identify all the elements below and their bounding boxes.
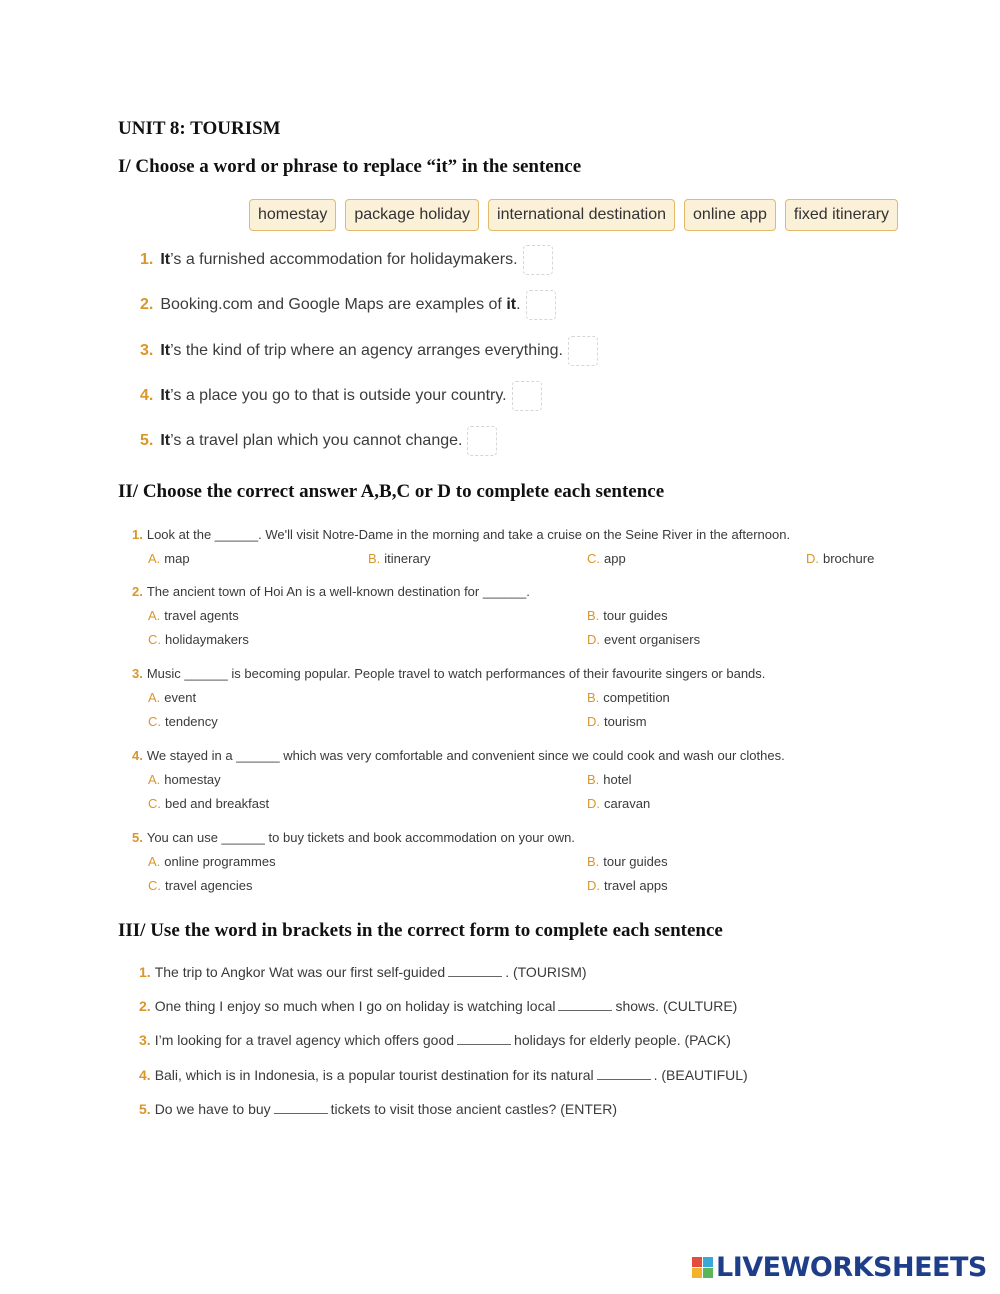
option-letter: D.: [587, 632, 600, 647]
option-letter: C.: [148, 714, 161, 729]
liveworksheets-logo: [692, 1252, 987, 1283]
option-a[interactable]: [148, 690, 196, 705]
option-a[interactable]: [148, 854, 276, 869]
question-number: 5.: [140, 432, 154, 449]
option-text: online programmes: [164, 854, 276, 869]
option-letter: C.: [587, 551, 600, 566]
page-title: UNIT 8: TOURISM: [118, 118, 281, 139]
question-number: 3.: [132, 666, 143, 681]
question-text-post: .: [516, 296, 521, 313]
question-text-post: . (BEAUTIFUL): [653, 1067, 748, 1083]
question-text-post: ’s a furnished accommodation for holidaymakers.: [170, 251, 518, 268]
option-a[interactable]: [148, 772, 221, 787]
drop-zone[interactable]: [523, 245, 553, 275]
option-text: travel agents: [164, 608, 239, 623]
logo-text: LIVEWORKSHEETS: [716, 1252, 987, 1283]
option-letter: C.: [148, 796, 161, 811]
word-chip-online-app[interactable]: online app: [684, 199, 776, 231]
word-chip-package-holiday[interactable]: package holiday: [345, 199, 479, 231]
option-text: event organisers: [604, 632, 701, 647]
question-number: 1.: [140, 251, 154, 268]
option-text: travel apps: [604, 878, 668, 893]
section-3-heading: III/ Use the word in brackets in the correct form to complete each sentence: [118, 920, 723, 941]
question-text-post: ’s the kind of trip where an agency arranges everything.: [170, 342, 563, 359]
answer-blank[interactable]: [558, 998, 612, 1011]
option-letter: C.: [148, 632, 161, 647]
question-text-pre: Do we have to buy: [154, 1101, 271, 1117]
option-letter: A.: [148, 854, 161, 869]
option-b[interactable]: [587, 690, 670, 705]
option-letter: D.: [587, 878, 600, 893]
option-d[interactable]: [587, 878, 668, 893]
question-number: 3.: [139, 1032, 151, 1048]
s2-question-2: [132, 584, 530, 599]
drop-zone[interactable]: [512, 381, 542, 411]
option-text: tour guides: [603, 608, 668, 623]
option-text: tourism: [604, 714, 647, 729]
option-d[interactable]: [806, 551, 874, 566]
drop-zone[interactable]: [526, 290, 556, 320]
question-number: 3.: [140, 342, 154, 359]
option-letter: B.: [587, 772, 600, 787]
question-text-pre: I’m looking for a travel agency which offers good: [154, 1032, 455, 1048]
question-text-post: tickets to visit those ancient castles? (ENTER): [330, 1101, 617, 1117]
option-text: bed and breakfast: [165, 796, 270, 811]
option-d[interactable]: [587, 632, 700, 647]
s1-question-2: [140, 289, 556, 321]
option-letter: B.: [587, 690, 600, 705]
question-number: 1.: [132, 527, 143, 542]
question-text-pre: One thing I enjoy so much when I go on holiday is watching local: [154, 998, 556, 1014]
option-a[interactable]: [148, 551, 190, 566]
question-number: 2.: [132, 584, 143, 599]
question-keyword: it: [506, 296, 517, 313]
word-chip-homestay[interactable]: homestay: [249, 199, 336, 231]
option-letter: B.: [368, 551, 381, 566]
section-2-heading: II/ Choose the correct answer A,B,C or D to complete each sentence: [118, 481, 665, 502]
option-text: tour guides: [603, 854, 668, 869]
option-letter: B.: [587, 608, 600, 623]
s1-question-1: [140, 244, 553, 276]
option-letter: D.: [587, 714, 600, 729]
option-text: homestay: [164, 772, 221, 787]
s3-question-3: [139, 1032, 731, 1048]
option-letter: A.: [148, 551, 161, 566]
s3-question-2: [139, 998, 737, 1014]
word-chip-fixed-itinerary[interactable]: fixed itinerary: [785, 199, 898, 231]
s1-question-3: [140, 335, 598, 367]
option-text: app: [604, 551, 626, 566]
question-text: We stayed in a ______ which was very comfortable and convenient since we could cook and wash our clothes.: [146, 748, 785, 763]
question-number: 2.: [139, 998, 151, 1014]
s3-question-4: [139, 1067, 748, 1083]
option-letter: A.: [148, 772, 161, 787]
option-letter: A.: [148, 608, 161, 623]
question-text-post: ’s a travel plan which you cannot change.: [170, 432, 463, 449]
question-number: 4.: [132, 748, 143, 763]
question-number: 2.: [140, 296, 154, 313]
question-text: The ancient town of Hoi An is a well-known destination for ______.: [146, 584, 530, 599]
question-text-pre: Bali, which is in Indonesia, is a popular tourist destination for its natural: [154, 1067, 594, 1083]
question-number: 5.: [139, 1101, 151, 1117]
option-c[interactable]: [148, 796, 269, 811]
s2-question-5: [132, 830, 575, 845]
option-b[interactable]: [587, 608, 668, 623]
question-keyword: It: [160, 387, 171, 404]
option-text: holidaymakers: [165, 632, 249, 647]
question-text-pre: Booking.com and Google Maps are examples of: [160, 296, 507, 313]
question-text-post: . (TOURISM): [505, 964, 587, 980]
option-d[interactable]: [587, 714, 647, 729]
question-text-pre: The trip to Angkor Wat was our first self-guided: [154, 964, 446, 980]
option-b[interactable]: [587, 772, 632, 787]
s1-question-5: [140, 425, 497, 457]
option-text: map: [164, 551, 190, 566]
question-keyword: It: [160, 251, 171, 268]
option-c[interactable]: [148, 714, 218, 729]
option-letter: B.: [587, 854, 600, 869]
question-keyword: It: [160, 432, 171, 449]
question-text-post: shows. (CULTURE): [615, 998, 738, 1014]
question-number: 4.: [139, 1067, 151, 1083]
s2-question-1: [132, 527, 790, 542]
option-a[interactable]: [148, 608, 239, 623]
option-text: brochure: [823, 551, 875, 566]
s2-question-3: [132, 666, 765, 681]
option-text: itinerary: [384, 551, 431, 566]
answer-blank[interactable]: [274, 1101, 328, 1114]
s3-question-5: [139, 1101, 617, 1117]
option-text: tendency: [165, 714, 218, 729]
option-c[interactable]: [148, 632, 249, 647]
answer-blank[interactable]: [457, 1032, 511, 1045]
drop-zone[interactable]: [467, 426, 497, 456]
option-text: event: [164, 690, 197, 705]
question-number: 5.: [132, 830, 143, 845]
option-text: hotel: [603, 772, 632, 787]
option-c[interactable]: [148, 878, 252, 893]
option-letter: C.: [148, 878, 161, 893]
option-text: competition: [603, 690, 670, 705]
option-letter: A.: [148, 690, 161, 705]
s3-question-1: [139, 964, 587, 980]
question-text: Music ______ is becoming popular. People travel to watch performances of their favourite singers or bands.: [146, 666, 766, 681]
question-text-post: holidays for elderly people. (PACK): [514, 1032, 731, 1048]
option-d[interactable]: [587, 796, 650, 811]
question-keyword: It: [160, 342, 171, 359]
option-letter: D.: [587, 796, 600, 811]
option-text: caravan: [604, 796, 651, 811]
s1-question-4: [140, 380, 542, 412]
word-chip-international-destination[interactable]: international destination: [488, 199, 675, 231]
answer-blank[interactable]: [448, 964, 502, 977]
option-b[interactable]: [587, 854, 668, 869]
logo-mark-icon: [692, 1257, 713, 1278]
question-number: 1.: [139, 964, 151, 980]
option-text: travel agencies: [165, 878, 253, 893]
drop-zone[interactable]: [568, 336, 598, 366]
word-bank: [249, 199, 898, 231]
question-number: 4.: [140, 387, 154, 404]
option-letter: D.: [806, 551, 819, 566]
answer-blank[interactable]: [597, 1067, 651, 1080]
question-text: You can use ______ to buy tickets and book accommodation on your own.: [146, 830, 575, 845]
s2-question-4: [132, 748, 785, 763]
option-c[interactable]: [587, 551, 626, 566]
section-1-heading: I/ Choose a word or phrase to replace “it” in the sentence: [118, 156, 582, 177]
question-text-post: ’s a place you go to that is outside your country.: [170, 387, 507, 404]
question-text: Look at the ______. We'll visit Notre-Dame in the morning and take a cruise on the Seine River in the afternoon.: [146, 527, 791, 542]
option-b[interactable]: [368, 551, 431, 566]
